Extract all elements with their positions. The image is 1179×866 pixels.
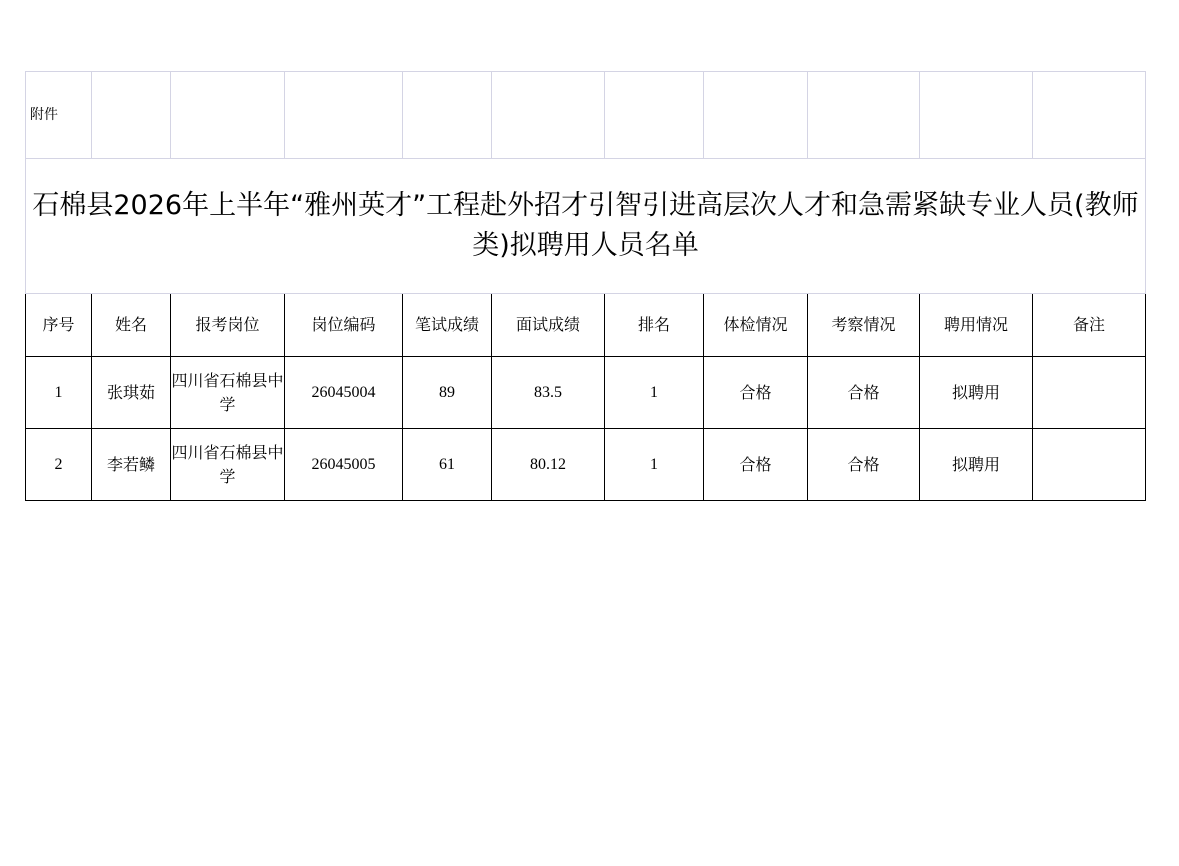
- hiring-status-cell: 拟聘用: [920, 357, 1033, 429]
- table-row: [26, 429, 1146, 501]
- header-row: [26, 294, 1146, 357]
- rank-cell: 1: [605, 357, 704, 429]
- hiring-status-cell: 拟聘用: [920, 429, 1033, 501]
- post-code-cell: 26045005: [285, 429, 403, 501]
- inspection-cell: 合格: [808, 429, 920, 501]
- title-row: [26, 159, 1146, 294]
- column-header-interview-score: 面试成绩: [492, 294, 605, 357]
- interview-score-cell: 83.5: [492, 357, 605, 429]
- column-header-name: 姓名: [92, 294, 171, 357]
- empty-cell: [285, 72, 403, 159]
- attachment-row: [26, 72, 1146, 159]
- empty-cell: [92, 72, 171, 159]
- empty-cell: [704, 72, 808, 159]
- seq-cell: 1: [26, 357, 92, 429]
- empty-cell: [605, 72, 704, 159]
- post-cell: 四川省石棉县中学: [171, 429, 285, 501]
- table-row: [26, 357, 1146, 429]
- column-header-post: 报考岗位: [171, 294, 285, 357]
- spreadsheet-page: [25, 71, 1145, 501]
- column-header-hiring-status: 聘用情况: [920, 294, 1033, 357]
- seq-cell: 2: [26, 429, 92, 501]
- inspection-cell: 合格: [808, 357, 920, 429]
- physical-exam-cell: 合格: [704, 429, 808, 501]
- empty-cell: [403, 72, 492, 159]
- column-header-physical-exam: 体检情况: [704, 294, 808, 357]
- empty-cell: [920, 72, 1033, 159]
- empty-cell: [492, 72, 605, 159]
- empty-cell: [808, 72, 920, 159]
- column-header-seq: 序号: [26, 294, 92, 357]
- name-cell: 李若鳞: [92, 429, 171, 501]
- column-header-remarks: 备注: [1033, 294, 1146, 357]
- column-header-rank: 排名: [605, 294, 704, 357]
- written-score-cell: 61: [403, 429, 492, 501]
- physical-exam-cell: 合格: [704, 357, 808, 429]
- remarks-cell: [1033, 429, 1146, 501]
- written-score-cell: 89: [403, 357, 492, 429]
- empty-cell: [171, 72, 285, 159]
- post-cell: 四川省石棉县中学: [171, 357, 285, 429]
- empty-cell: [1033, 72, 1146, 159]
- post-code-cell: 26045004: [285, 357, 403, 429]
- interview-score-cell: 80.12: [492, 429, 605, 501]
- document-title: 石棉县2026年上半年“雅州英才”工程赴外招才引智引进高层次人才和急需紧缺专业人员(教师类)拟聘用人员名单: [26, 159, 1146, 294]
- name-cell: 张琪茹: [92, 357, 171, 429]
- rank-cell: 1: [605, 429, 704, 501]
- column-header-inspection: 考察情况: [808, 294, 920, 357]
- remarks-cell: [1033, 357, 1146, 429]
- column-header-written-score: 笔试成绩: [403, 294, 492, 357]
- column-header-post-code: 岗位编码: [285, 294, 403, 357]
- attachment-label: 附件: [26, 72, 92, 159]
- hiring-list-table: [25, 71, 1146, 501]
